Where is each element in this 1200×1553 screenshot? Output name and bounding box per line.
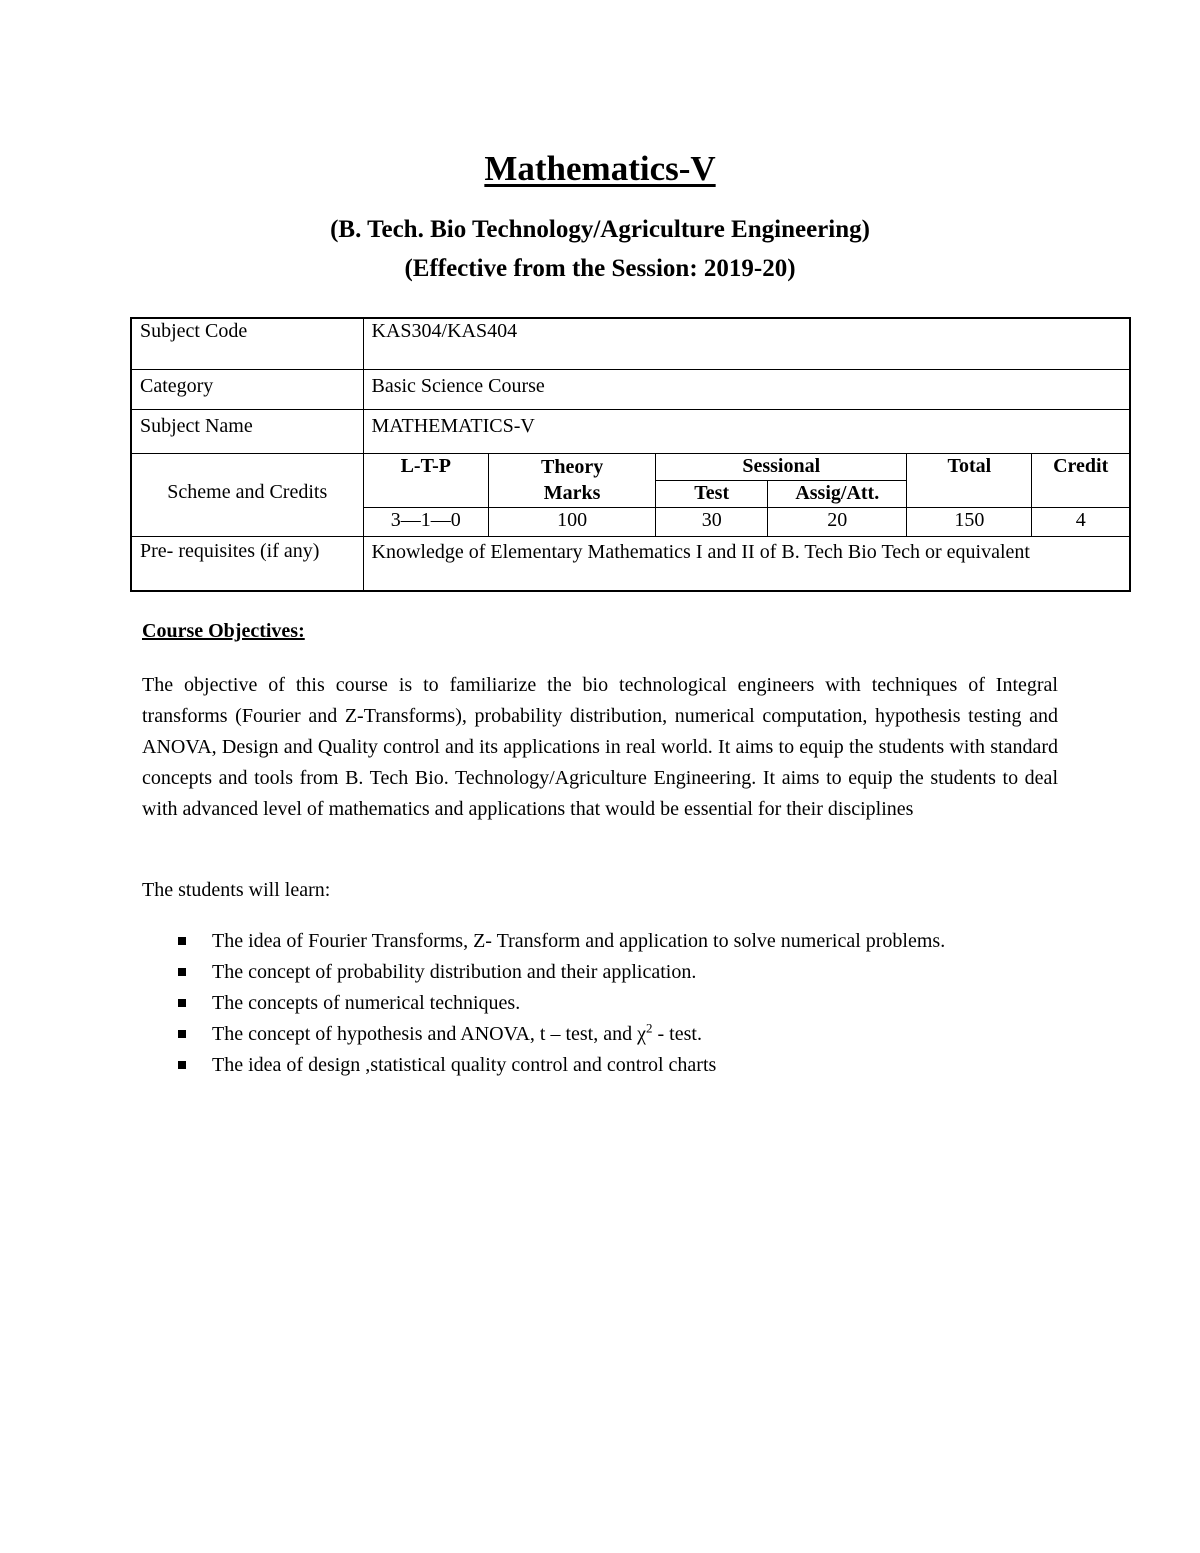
list-item: The idea of design ,statistical quality control and control charts xyxy=(170,1050,1000,1081)
subject-name-label: Subject Name xyxy=(131,409,363,453)
objectives-paragraph: The objective of this course is to familiarize the bio technological engineers with techniques of Integral transforms (Fourier and Z-Transforms), probability distribution, numerical computation, hypothesis testing and ANOVA, Design and Quality control and its applications in real world. It aims to equip the students with standard concepts and tools from B. Tech Bio. Technology/Agriculture Engineering. It aims to equip the students to deal with advanced level of mathematics and applications that would be essential for their disciplines xyxy=(142,674,1058,820)
assig-value: 20 xyxy=(768,508,907,536)
scheme-table xyxy=(364,454,1130,536)
chi-power: 2 xyxy=(646,1020,653,1036)
subject-code-value: KAS304/KAS404 xyxy=(363,318,1130,369)
square-bullet-icon xyxy=(178,999,186,1007)
credit-header: Credit xyxy=(1032,454,1129,508)
assig-header: Assig/Att. xyxy=(768,481,907,508)
program-subtitle: (B. Tech. Bio Technology/Agriculture Engineering) xyxy=(330,216,870,243)
subject-name-value: MATHEMATICS-V xyxy=(363,409,1130,453)
theory-marks-header xyxy=(489,454,656,508)
square-bullet-icon xyxy=(178,937,186,945)
subject-code-label: Subject Code xyxy=(131,318,363,369)
test-value: 30 xyxy=(656,508,768,536)
category-value: Basic Science Course xyxy=(363,369,1130,409)
credit-value: 4 xyxy=(1032,508,1129,536)
prereq-row xyxy=(131,536,1130,591)
ltp-header: L-T-P xyxy=(364,454,489,508)
square-bullet-icon xyxy=(178,1030,186,1038)
page-title xyxy=(0,148,1200,190)
list-item: The concept of probability distribution and their application. xyxy=(170,957,1000,988)
subject-name-row xyxy=(131,409,1130,453)
list-item: The idea of Fourier Transforms, Z- Transform and application to solve numerical problems. xyxy=(170,926,1000,957)
scheme-label: Scheme and Credits xyxy=(131,453,363,536)
prereq-label: Pre- requisites (if any) xyxy=(131,536,363,591)
scheme-row xyxy=(131,453,1130,536)
marks-header: Marks xyxy=(543,481,601,504)
category-label: Category xyxy=(131,369,363,409)
session-subtitle: (Effective from the Session: 2019-20) xyxy=(404,255,796,282)
total-header: Total xyxy=(907,454,1032,508)
square-bullet-icon xyxy=(178,1061,186,1069)
prereq-value: Knowledge of Elementary Mathematics I and II of B. Tech Bio Tech or equivalent xyxy=(363,536,1130,591)
category-row xyxy=(131,369,1130,409)
sessional-header: Sessional xyxy=(656,454,907,481)
scheme-values-row xyxy=(364,508,1130,536)
total-value: 150 xyxy=(907,508,1032,536)
test-header: Test xyxy=(656,481,768,508)
course-objectives-heading: Course Objectives: xyxy=(142,620,305,642)
list-item: The concept of hypothesis and ANOVA, t – test, and $\chi^2$ - test. xyxy=(170,1019,1000,1050)
list-item: The concepts of numerical techniques. xyxy=(170,988,1000,1019)
course-info-table xyxy=(130,317,1131,592)
learn-intro: The students will learn: xyxy=(142,879,331,901)
square-bullet-icon xyxy=(178,968,186,976)
chi-symbol: χ xyxy=(637,1023,647,1045)
ltp-value: 3—1—0 xyxy=(364,508,489,536)
theory-value: 100 xyxy=(489,508,656,536)
theory-header: Theory xyxy=(541,455,604,478)
subject-code-row xyxy=(131,318,1130,369)
learning-outcomes-list xyxy=(170,926,1000,1081)
page-title-text: Mathematics-V xyxy=(484,149,716,188)
